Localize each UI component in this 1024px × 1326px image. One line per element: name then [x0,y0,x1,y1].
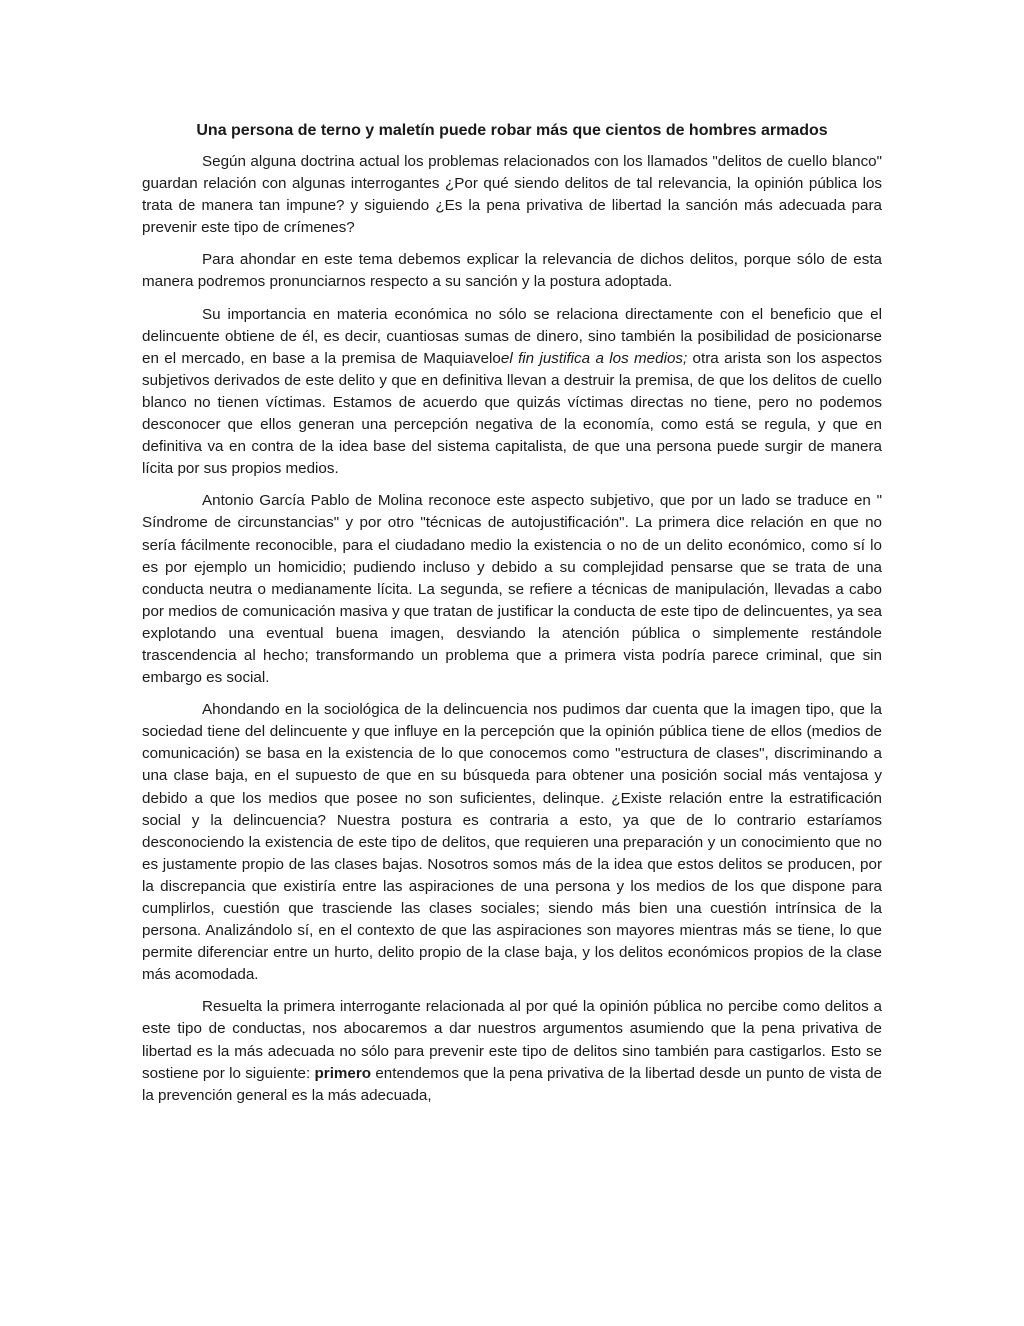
paragraph-3-text-start: Su importancia en materia económica no sólo se relaciona directamente con el beneficio que el delincuente obtiene de él, es decir, cuantiosas sumas de dinero, sino también la posibilidad de posicionarse en el mercado, en base a la premisa de Maquiavelo [142,305,882,367]
paragraph-1: Según alguna doctrina actual los problemas relacionados con los llamados "delitos de cuello blanco" guardan relación con algunas interrogantes ¿Por qué siendo delitos de tal relevancia, la opinión pública los trata de manera tan impune? y siguiendo ¿Es la pena privativa de libertad la sanción más adecuada para prevenir este tipo de crímenes? [142,153,882,237]
paragraph-4: Antonio García Pablo de Molina reconoce este aspecto subjetivo, que por un lado se traduce en " Síndrome de circunstancias" y por otro "técnicas de autojustificación". La primera dice relación en que no sería fácilmente reconocible, para el ciudadano medio la existencia o no de un delito económico, como sí lo es por ejemplo un homicidio; pudiendo incluso y debido a su complejidad pensarse que se trata de una conducta neutra o medianamente lícita. La segunda, se refiere a técnicas de manipulación, llevadas a cabo por medios de comunicación masiva y que tratan de justificar la conducta de este tipo de delincuentes, ya sea explotando una eventual buena imagen, desviando la atención pública o simplemente restándole trascendencia al hecho; transformando un problema que a primera vista podría parece criminal, que sin embargo es social. [142,492,882,687]
paragraph-6-text-end: entendemos que la pena privativa de la libertad desde un punto de vista de la prevención general es la más adecuada, [142,1064,883,1104]
paragraph-3-text-end: otra arista son los aspectos subjetivos derivados de este delito y que en definitiva llevan a destruir la premisa, de que los delitos de cuello blanco no tienen víctimas. Estamos de acuerdo que quizás víctimas directas no tiene, pero no podemos desconocer que ellos generan una percepción negativa de la economía, como está se regula, y que en definitiva va en contra de la idea base del sistema capitalista, de que una persona puede surgir de manera lícita por sus propios medios. [142,349,882,478]
document-title: Una persona de terno y maletín puede robar más que cientos de hombres armados [196,122,828,139]
paragraph-2: Para ahondar en este tema debemos explicar la relevancia de dichos delitos, porque sólo de esta manera podremos pronunciarnos respecto a su sanción y la postura adoptada. [142,251,882,291]
paragraph-6 [142,996,882,1106]
paragraph-6-text-start: Resuelta la primera interrogante relacionada al por qué la opinión pública no percibe como delitos a este tipo de conductas, nos abocaremos a dar nuestros argumentos asumiendo que la pena privativa de libertad es la más adecuada no sólo para prevenir este tipo de delitos sino también para castigarlos. Esto se sostiene por lo siguiente: [142,998,882,1082]
paragraph-3 [142,304,882,481]
paragraph-6-bold-word: primero [314,1064,372,1082]
paragraph-3-italic-quote: el fin justifica a los medios; [500,349,688,367]
document-body [142,120,882,1107]
paragraph-5: Ahondando en la sociológica de la delincuencia nos pudimos dar cuenta que la imagen tipo, que la sociedad tiene del delincuente y que influye en la percepción que la opinión pública tiene de ellos (medios de comunicación) se basa en la existencia de lo que conocemos como "estructura de clases", discriminando a una clase baja, en el supuesto de que en su búsqueda para obtener una posición social más ventajosa y debido a que los medios que posee no son suficientes, delinque. ¿Existe relación entre la estratificación social y la delincuencia? Nuestra postura es contraria a esto, ya que de lo contrario estaríamos desconociendo la existencia de este tipo de delitos, que requieren una preparación y un conocimiento que no es justamente propio de las clases bajas. Nosotros somos más de la idea que estos delitos se producen, por la discrepancia que existiría entre las aspiraciones de una persona y los medios de los que dispone para cumplirlos, cuestión que trasciende las clases sociales; siendo más bien una cuestión intrínsica de la persona. Analizándolo sí, en el contexto de que las aspiraciones son mayores mientras más se tiene, lo que permite diferenciar entre un hurto, delito propio de la clase baja, y los delitos económicos propios de la clase más acomodada. [142,701,882,984]
